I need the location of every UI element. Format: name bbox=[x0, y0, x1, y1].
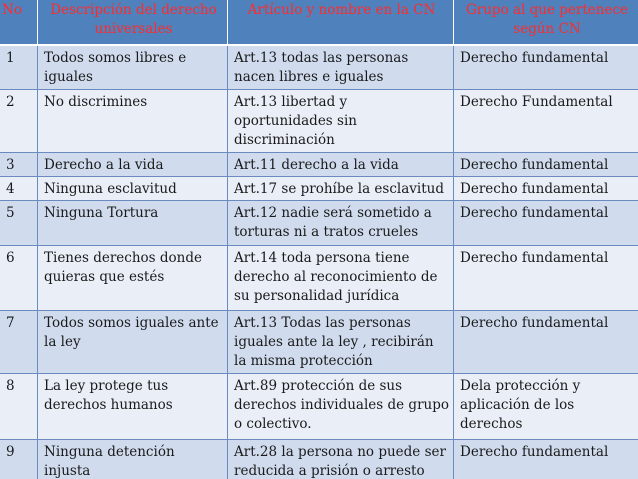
header-article: Artículo y nombre en la CN bbox=[228, 0, 454, 46]
table-row bbox=[0, 311, 638, 374]
table-row bbox=[0, 153, 638, 177]
row-group: Derecho fundamental bbox=[454, 311, 638, 374]
row-article: Art.14 toda persona tiene derecho al reconocimiento de su personalidad jurídica bbox=[228, 246, 454, 311]
row-number: 4 bbox=[0, 177, 38, 201]
header-no: No bbox=[0, 0, 38, 46]
table-row bbox=[0, 46, 638, 90]
row-description: Ninguna esclavitud bbox=[38, 177, 228, 201]
row-description: Todos somos iguales ante la ley bbox=[38, 311, 228, 374]
table-row bbox=[0, 246, 638, 311]
row-group: Derecho fundamental bbox=[454, 440, 638, 479]
row-article: Art.89 protección de sus derechos individuales de grupo o colectivo. bbox=[228, 374, 454, 440]
row-number: 5 bbox=[0, 201, 38, 246]
row-article: Art.11 derecho a la vida bbox=[228, 153, 454, 177]
row-article: Art.13 Todas las personas iguales ante la ley , recibirán la misma protección bbox=[228, 311, 454, 374]
row-description: Derecho a la vida bbox=[38, 153, 228, 177]
row-number: 6 bbox=[0, 246, 38, 311]
row-description: Ninguna detención injusta bbox=[38, 440, 228, 479]
table-row bbox=[0, 90, 638, 153]
row-number: 2 bbox=[0, 90, 38, 153]
row-article: Art.28 la persona no puede ser reducida a prisión o arresto bbox=[228, 440, 454, 479]
row-group: Derecho fundamental bbox=[454, 46, 638, 90]
row-number: 7 bbox=[0, 311, 38, 374]
row-article: Art.13 libertad y oportunidades sin discriminación bbox=[228, 90, 454, 153]
row-description: La ley protege tus derechos humanos bbox=[38, 374, 228, 440]
row-group: Derecho Fundamental bbox=[454, 90, 638, 153]
row-number: 1 bbox=[0, 46, 38, 90]
row-group: Derecho fundamental bbox=[454, 153, 638, 177]
row-group: Derecho fundamental bbox=[454, 246, 638, 311]
row-number: 9 bbox=[0, 440, 38, 479]
header-description: Descripción del derecho universales bbox=[38, 0, 228, 46]
row-description: Ninguna Tortura bbox=[38, 201, 228, 246]
row-group: Derecho fundamental bbox=[454, 201, 638, 246]
row-group: Derecho fundamental bbox=[454, 177, 638, 201]
row-description: Todos somos libres e iguales bbox=[38, 46, 228, 90]
table-header-row bbox=[0, 0, 638, 46]
table-row bbox=[0, 177, 638, 201]
row-group: Dela protección y aplicación de los derechos bbox=[454, 374, 638, 440]
table-row bbox=[0, 201, 638, 246]
table-row bbox=[0, 440, 638, 479]
row-description: No discrimines bbox=[38, 90, 228, 153]
row-description: Tienes derechos donde quieras que estés bbox=[38, 246, 228, 311]
row-article: Art.12 nadie será sometido a torturas ni a tratos crueles bbox=[228, 201, 454, 246]
table-row bbox=[0, 374, 638, 440]
row-number: 3 bbox=[0, 153, 38, 177]
header-group: Grupo al que pertenece según CN bbox=[454, 0, 638, 46]
row-article: Art.13 todas las personas nacen libres e iguales bbox=[228, 46, 454, 90]
row-number: 8 bbox=[0, 374, 38, 440]
row-article: Art.17 se prohíbe la esclavitud bbox=[228, 177, 454, 201]
